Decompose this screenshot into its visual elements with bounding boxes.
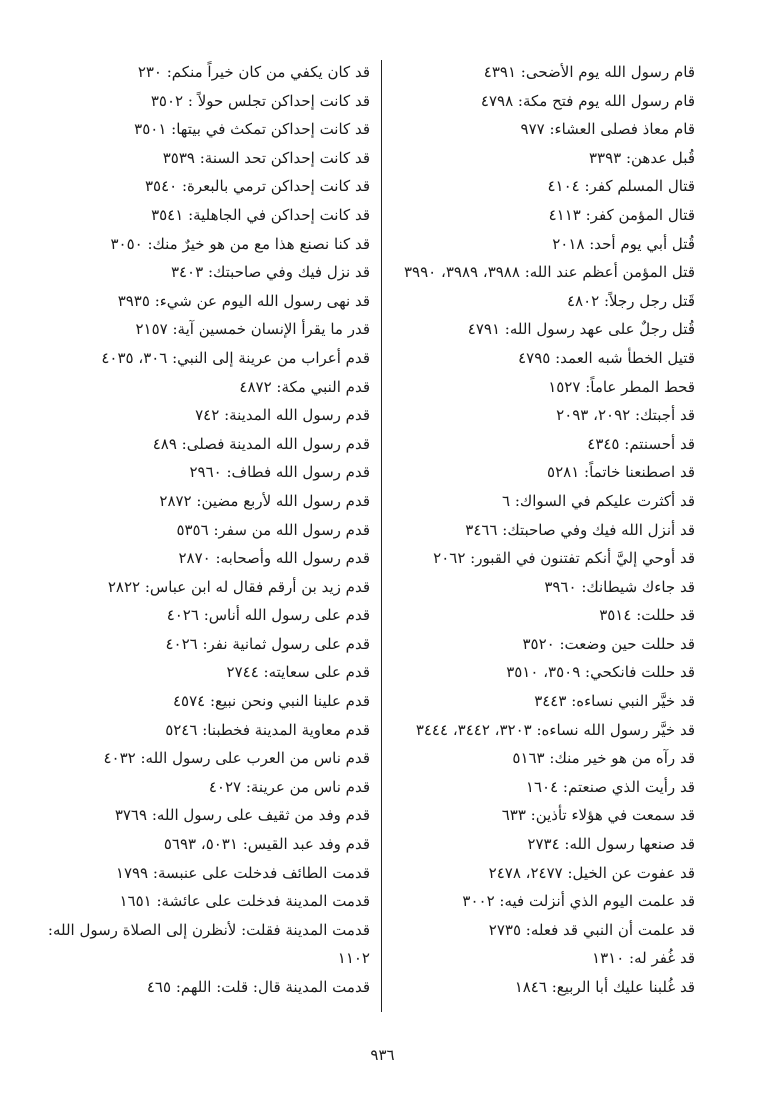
index-entry: قد كان يكفي من كان خيراً منكم: ٢٣٠ [137,63,370,81]
right-column [395,58,695,1002]
page-number: ٩٣٦ [370,1046,395,1064]
index-entry: قدر ما يقرأ الإنسان خمسين آية: ٢١٥٧ [135,320,370,339]
index-entry: قد رآه من هو خير منك: ٥١٦٣ [512,749,695,768]
index-entry: قد كانت إحداكن في الجاهلية: ٣٥٤١ [151,205,370,224]
index-entry: قدم رسول الله وأصحابه: ٢٨٧٠ [178,549,370,568]
index-entry: قدمت المدينة قال: قلت: اللهم: ٤٦٥ [146,978,370,996]
index-entry: قدم رسول الله من سفر: ٥٣٥٦ [176,520,370,539]
index-entry: قد رأيت الذي صنعتم: ١٦٠٤ [525,777,695,796]
index-entry: قد نهى رسول الله اليوم عن شيء: ٣٩٣٥ [117,291,370,310]
index-entry: قد علمت اليوم الذي أنزلت فيه: ٣٠٠٢ [462,892,695,911]
index-entry: قد حللت: ٣٥١٤ [599,606,695,625]
index-entry: قدم وفد عبد القيس: ٥٠٣١، ٥٦٩٣ [163,835,370,854]
index-entry: قد سمعت في هؤلاء تأذين: ٦٣٣ [501,806,695,825]
left-column [47,58,370,1002]
index-entry: قدم ناس من العرب على رسول الله: ٤٠٣٢ [103,749,370,768]
index-entry: قد حللت حين وضعت: ٣٥٢٠ [522,634,695,653]
index-entry: قد اصطنعنا خاتماً: ٥٢٨١ [547,463,695,482]
column-divider [381,60,382,1012]
index-entry: قد خيَّر النبي نساءه: ٣٤٤٣ [534,692,695,711]
index-entry: قُبل عدهن: ٣٣٩٣ [588,148,695,167]
index-entry: قد كانت إحداكن ترمي بالبعرة: ٣٥٤٠ [144,177,370,196]
index-entry: قد كنا نصنع هذا مع من هو خيرٌ منك: ٣٠٥٠ [110,234,370,253]
index-entry: قد أكثرت عليكم في السواك: ٦ [501,491,695,510]
index-entry: قدم علينا النبي ونحن نبيع: ٤٥٧٤ [172,692,370,711]
index-entry: قدم رسول الله لأربع مضين: ٢٨٧٢ [159,491,370,510]
index-entry: قام معاذ فصلى العشاء: ٩٧٧ [520,120,695,139]
index-entry: قد عفوت عن الخيل: ٢٤٧٧، ٢٤٧٨ [488,863,695,882]
index-entry: قحط المطر عاماً: ١٥٢٧ [548,377,695,396]
index-entry: قد جاءك شيطانك: ٣٩٦٠ [544,577,695,596]
index-entry: قد علمت أن النبي قد فعله: ٢٧٣٥ [488,920,695,939]
index-entry: قد أنزل الله فيك وفي صاحبتك: ٣٤٦٦ [465,520,695,539]
index-entry: قتل المؤمن أعظم عند الله: ٣٩٨٨، ٣٩٨٩، ٣٩٩٠ [404,263,695,282]
index-entry: قتال المؤمن كفر: ٤١١٣ [548,205,695,224]
index-entry: قدمت الطائف فدخلت على عنبسة: ١٧٩٩ [115,863,370,882]
index-entry: قدم معاوية المدينة فخطبنا: ٥٢٤٦ [165,720,370,739]
index-entry: قتال المسلم كفر: ٤١٠٤ [547,177,695,196]
index-entry: قام رسول الله يوم فتح مكة: ٤٧٩٨ [480,91,695,110]
index-entry: قُتل أبي يوم أحد: ٢٠١٨ [552,234,695,253]
index-entry: ١١٠٢ [337,949,370,968]
index-entry: قدمت المدينة فدخلت على عائشة: ١٦٥١ [119,892,370,911]
index-entry: قدم ناس من عرينة: ٤٠٢٧ [208,777,370,796]
index-entry: قد صنعها رسول الله: ٢٧٣٤ [527,835,695,854]
index-entry: قدم وفد من ثقيف على رسول الله: ٣٧٦٩ [114,806,370,825]
index-entry: قد كانت إحداكن تجلس حولاً : ٣٥٠٢ [150,91,370,110]
index-entry: قَتل رجل رجلاً: ٤٨٠٢ [567,291,695,310]
index-entry: قد أجبتك: ٢٠٩٢، ٢٠٩٣ [556,406,695,425]
index-entry: قدم النبي مكة: ٤٨٧٢ [239,377,370,396]
index-entry: قد كانت إحداكن تمكث في بيتها: ٣٥٠١ [134,120,370,139]
index-entry: قدم على رسول الله أناس: ٤٠٢٦ [166,606,370,625]
index-entry: قدم رسول الله المدينة: ٧٤٢ [195,406,370,425]
index-entry: قام رسول الله يوم الأضحى: ٤٣٩١ [483,63,695,81]
index-entry: قدم رسول الله فطاف: ٢٩٦٠ [189,463,370,482]
index-entry: قتيل الخطأ شبه العمد: ٤٧٩٥ [518,348,695,367]
index-entry: قد غُلبنا عليك أبا الربيع: ١٨٤٦ [514,978,695,996]
index-entry: قد غُفر له: ١٣١٠ [592,949,695,968]
index-entry: قدم رسول الله المدينة فصلى: ٤٨٩ [152,434,370,453]
index-entry: قد أحسنتم: ٤٣٤٥ [587,434,695,453]
index-entry: قدم أعراب من عرينة إلى النبي: ٣٠٦، ٤٠٣٥ [101,348,370,367]
index-entry: قدم على رسول ثمانية نفر: ٤٠٢٦ [165,634,370,653]
index-entry: قدمت المدينة فقلت: لأنظرن إلى الصلاة رسول الله: [47,920,370,939]
index-entry: قد خيَّر رسول الله نساءه: ٣٢٠٣، ٣٤٤٢، ٣٤٤٤ [415,720,695,739]
index-entry: قُتل رجلٌ على عهد رسول الله: ٤٧٩١ [467,320,695,339]
index-entry: قدم على سعايته: ٢٧٤٤ [226,663,370,682]
index-entry: قد كانت إحداكن تحد السنة: ٣٥٣٩ [162,148,370,167]
index-entry: قد أوحي إليَّ أنكم تفتنون في القبور: ٢٠٦٢ [433,549,695,568]
index-entry: قد حللت فانكحي: ٣٥٠٩، ٣٥١٠ [506,663,695,682]
index-entry: قد نزل فيك وفي صاحبتك: ٣٤٠٣ [170,263,370,282]
index-entry: قدم زيد بن أرقم فقال له ابن عباس: ٢٨٢٢ [107,577,370,596]
